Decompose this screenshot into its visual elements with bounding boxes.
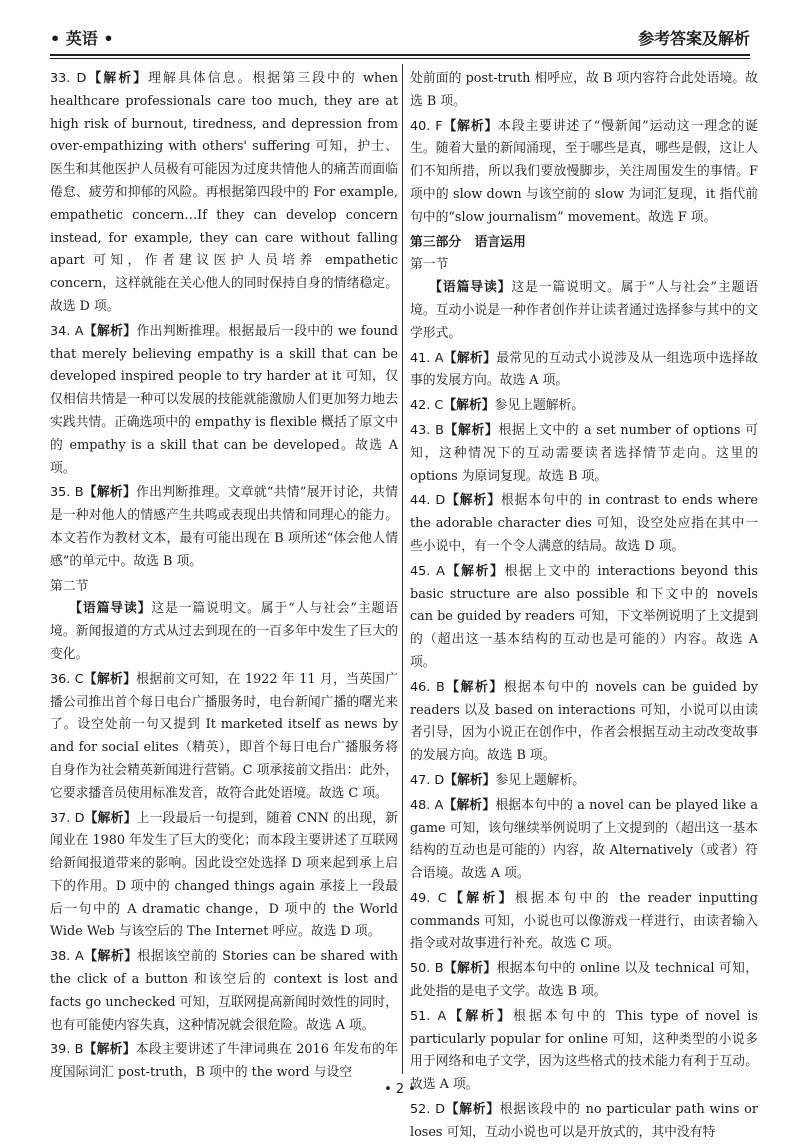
analysis-tag: 【解析】 <box>443 398 495 414</box>
analysis-text: 根据上文中的 a set number of options 可知，这种情况下的互动需要读者选择情节走向。这里的 options 为原词复现。故选 B 项。 <box>410 422 759 484</box>
analysis-tag: 【解析】 <box>86 71 149 86</box>
intro-tag: 【语篇导读】 <box>69 601 152 617</box>
analysis-text: 参见上题解析。 <box>494 398 585 414</box>
analysis-tag: 【解析】 <box>443 422 499 438</box>
answer-number: 44. D <box>410 493 446 509</box>
answer-item <box>50 946 398 1037</box>
answer-item <box>50 808 398 945</box>
analysis-text: 本段主要讲述了“慢新闻”运动这一理念的诞生。随着大量的新闻涌现，至于哪些是真，哪些是假，这让人们不知所措，所以我们要放慢脚步，关注周围发生的事情。F 项中的 slow down 与该空前的 slow 为词汇复现，it 指代前句中的“slow journalism” movement。故选 F 项。 <box>410 118 759 225</box>
answer-item <box>410 68 758 114</box>
answer-number: 41. A <box>410 350 444 366</box>
answer-item <box>410 888 758 956</box>
analysis-tag: 【解析】 <box>445 493 501 509</box>
answer-number: 34. A <box>50 323 84 339</box>
analysis-tag: 【解析】 <box>442 118 499 134</box>
answer-item <box>410 795 758 886</box>
analysis-tag: 【解析】 <box>443 797 496 813</box>
analysis-text: 最常见的互动式小说涉及从一组选项中选择故事的发展方向。故选 A 项。 <box>410 350 758 389</box>
answer-item <box>50 669 398 806</box>
answer-number: 49. C <box>410 890 447 906</box>
intro-body: 这是一篇说明文。属于“人与社会”主题语境。互动小说是一种作者创作并让读者通过选择参与其中的文学形式。 <box>410 280 759 341</box>
analysis-tag: 【解析】 <box>83 485 137 501</box>
answer-number: 37. D <box>50 810 85 826</box>
answer-number: 43. B <box>410 422 444 438</box>
analysis-tag: 【解析】 <box>83 671 137 687</box>
analysis-tag: 【解析】 <box>83 323 137 339</box>
header-subject: • 英语 • <box>50 29 114 48</box>
intro-tag: 【语篇导读】 <box>429 280 512 296</box>
answer-number: 51. A <box>410 1008 447 1024</box>
analysis-text: 根据该段中的 no particular path wins or loses 可知，互动小说也可以是开放式的，其中没有特 <box>410 1102 759 1140</box>
analysis-tag: 【解析】 <box>443 350 497 366</box>
analysis-tag: 【解析】 <box>444 772 496 788</box>
analysis-text: 根据本句中的 online 以及 technical 可知，此处指的是电子文学。故选 B 项。 <box>410 961 758 1000</box>
column-divider <box>402 64 403 1074</box>
answer-number: 33. D <box>50 71 87 86</box>
analysis-text: 根据该空前的 Stories can be shared with the click of a button 和该空后的 context is lost and facts go unchecked 可知，互联网提高新闻时效性的同时，也有可能使内容失真，这种情况就会很危险。故选 A 项。 <box>50 949 398 1033</box>
analysis-text: 参见上题解析。 <box>495 772 586 788</box>
answer-number: 39. B <box>50 1042 84 1058</box>
section-title: 语言运用 <box>474 234 526 250</box>
answer-item <box>50 1039 398 1085</box>
answer-number: 50. B <box>410 961 444 977</box>
answer-number: 47. D <box>410 772 445 788</box>
answer-item <box>410 1099 758 1145</box>
answer-number: 36. C <box>50 671 84 687</box>
answer-item <box>410 348 758 394</box>
analysis-text: 本段主要讲述了牛津词典在 2016 年发布的年度国际词汇 post-truth，B 项中的 the word 与设空 <box>50 1042 399 1081</box>
answer-number: 35. B <box>50 485 84 501</box>
section-heading <box>410 232 758 255</box>
answer-item <box>410 116 758 230</box>
answer-number: 48. A <box>410 797 444 813</box>
analysis-tag: 【解析】 <box>84 810 137 826</box>
analysis-text: 根据本句中的 This type of novel is particularly popular for online 可知，这种类型的小说多用于网络和电子文学，因为这些格式的技术能力有利于互动。故选 A 项。 <box>410 1008 758 1093</box>
answer-list-part2-section1 <box>50 68 398 574</box>
analysis-tag: 【解析】 <box>446 890 515 906</box>
subsection-heading: 第二节 <box>50 578 89 594</box>
analysis-tag: 【解析】 <box>83 1042 136 1058</box>
answer-item <box>410 395 758 418</box>
analysis-text: 作出判断推理。根据最后一段中的 we found that merely believing empathy is a skill that can be developed inspired people to try harder at it 可知，仅仅相信共情是一种可以发展的技能就能激励人们更加努力地去实践共情。正确选项中的 empathy is flexible 概括了原文中的 empathy is a skill that can be developed。故选 A 项。 <box>50 323 399 476</box>
analysis-text: 根据前文可知，在 1922 年 11 月，当英国广播公司推出首个每日电台广播服务时，电台新闻广播的曙光来了。设空处前一句又提到 It marketed itself as news by and for social elites（精英），即首个每日电台广播服务将自身作为社会精英新闻进行营销。C 项承接前文指出：此外，它要求播音员使用标准发音，故符合此处语境。故选 C 项。 <box>50 671 398 801</box>
analysis-text: 处前面的 post-truth 相呼应，故 B 项内容符合此处语境。故选 B 项。 <box>410 71 758 109</box>
analysis-text: 上一段最后一句提到，随着 CNN 的出现，新闻业在 1980 年发生了巨大的变化；而本段主要讲述了互联网给新闻报道带来的影响。因此设空处选择 D 项来起到承上启下的作用。D 项中的 changed things again 承接上一段最后一句中的 A dramatic change，D 项中的 the World Wide Web 与该空后的 The Internet 呼应。故选 D 项。 <box>50 810 399 940</box>
analysis-tag: 【解析】 <box>446 1008 514 1024</box>
analysis-text: 根据本句中的 in contrast to ends where the adorable character dies 可知，设空处应指在其中一些小说中，有一个令人满意的结局。故选 D 项。 <box>410 493 759 554</box>
answer-number: 40. F <box>410 118 443 134</box>
answer-item <box>410 490 758 558</box>
answer-item <box>410 770 758 793</box>
analysis-text: 根据本句中的 the reader inputting commands 可知，小说也可以像游戏一样进行，由读者输入指令或对故事进行补充。故选 C 项。 <box>410 890 758 952</box>
answer-number: 45. A <box>410 563 445 579</box>
answer-number: 46. B <box>410 679 445 695</box>
answer-item <box>50 321 398 481</box>
header-title: 参考答案及解析 <box>637 29 750 48</box>
answer-list-part3-section1 <box>410 348 758 1145</box>
analysis-tag: 【解析】 <box>444 563 505 579</box>
analysis-text: 根据本句中的 novels can be guided by readers 以及 based on interactions 可知，小说可以由读者引导，因为小说正在创作中，作者会根据互动主动改变故事的发展方向。故选 B 项。 <box>410 679 758 764</box>
page-number: • 2 • <box>384 1082 416 1097</box>
answer-number: 42. C <box>410 398 444 414</box>
analysis-tag: 【解析】 <box>443 961 497 977</box>
answer-item <box>410 420 758 488</box>
analysis-tag: 【解析】 <box>445 1102 500 1118</box>
intro-body: 这是一篇说明文。属于“人与社会”主题语境。新闻报道的方式从过去到现在的一百多年中发生了巨大的变化。 <box>50 601 399 662</box>
answer-list-continued <box>410 68 758 230</box>
analysis-tag: 【解析】 <box>444 679 504 695</box>
right-column <box>410 68 759 1140</box>
analysis-tag: 【解析】 <box>83 949 138 965</box>
header-rule <box>50 58 750 59</box>
analysis-text: 根据本句中的 a novel can be played like a game 可知，该句继续举例说明了上文提到的（超出这一基本结构的互动也是可能的）内容，故 Alternatively（或者）符合语境。故选 A 项。 <box>410 797 758 882</box>
answer-number: 38. A <box>50 949 84 965</box>
analysis-text: 根据上文中的 interactions beyond this basic structure are also possible 和下文中的 novels can be guided by readers 可知，下文举例说明了上文提到的（超出这一基本结构的互动也是可能的）内容。故选 A 项。 <box>410 563 758 670</box>
passage-intro <box>410 277 758 345</box>
answer-item <box>50 482 398 573</box>
answer-list-part2-section2 <box>50 669 398 1085</box>
answer-number: 52. D <box>410 1102 445 1118</box>
page-header <box>50 14 750 56</box>
passage-intro <box>50 598 398 666</box>
subsection-heading: 第一节 <box>410 257 449 273</box>
answer-item <box>410 561 758 675</box>
analysis-text: 作出判断推理。文章就“共情”展开讨论，共情是一种对他人的情感产生共鸣或表现出共情和同理心的能力。本文若作为教材文本，最有可能出现在 B 项所述“体会他人情感”的单元中。故选 B 项。 <box>50 485 398 569</box>
section-part: 第三部分 <box>410 234 462 250</box>
answer-item <box>50 68 398 319</box>
answer-item <box>410 677 758 768</box>
left-column <box>50 68 399 1081</box>
answer-item <box>410 958 758 1004</box>
analysis-text: 理解具体信息。根据第三段中的 when healthcare professionals care too much, they are at high risk of burnout, tiredness, and depression from over-empathizing with others' suffering 可知，护士、医生和其他医护人员极有可能因为过度共情他人的痛苦而面临倦怠、疲劳和抑郁的风险。再根据第四段中的 For example, empathetic concern…If they can develop concern instead, for example, they can care without falling apart 可知，作者建议医护人员培养 empathetic concern，这样就能在关心他人的同时保持自身的情绪稳定。故选 D 项。 <box>50 71 398 314</box>
